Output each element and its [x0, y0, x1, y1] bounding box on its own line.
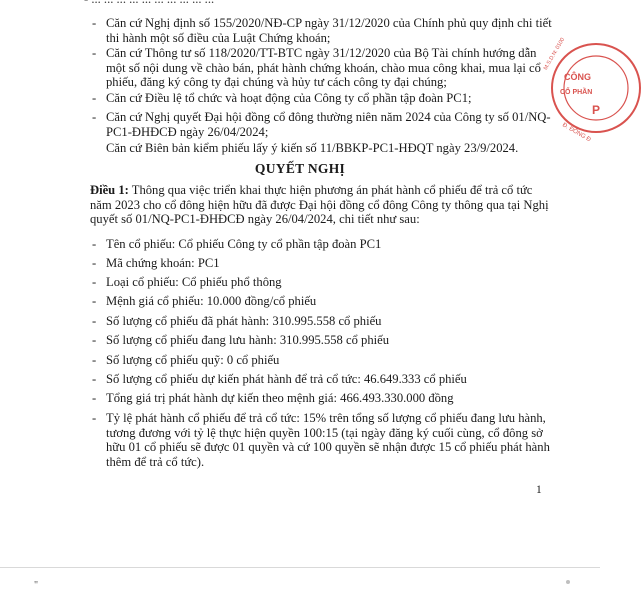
detail-share-type: Loại cổ phiếu: Cổ phiếu phổ thông — [106, 275, 282, 289]
bullet-dash: - — [92, 46, 97, 60]
detail-ticker: Mã chứng khoán: PC1 — [106, 256, 220, 270]
seal-text-mid: CỔ PHẦN — [560, 89, 593, 96]
company-seal-stamp — [542, 36, 644, 144]
article-1-label: Điều 1: — [90, 183, 129, 197]
detail-share-name: Tên cổ phiếu: Cổ phiếu Công ty cổ phần tập đoàn PC1 — [106, 237, 382, 251]
seal-text-top: CÔNG — [564, 72, 591, 82]
seal-text-letter: P — [592, 103, 601, 117]
bullet-dash: - — [92, 411, 97, 425]
bullet-dash: - — [92, 372, 97, 386]
bullet-dash: - — [92, 91, 97, 105]
bullet-dash: - — [92, 333, 97, 347]
bullet-dash: - — [92, 237, 97, 251]
bullet-dash: - — [92, 16, 97, 30]
preamble-charter: Căn cứ Điều lệ tổ chức và hoạt động của Công ty cổ phần tập đoàn PC1; — [106, 91, 472, 105]
preamble-decree-155: Căn cứ Nghị định số 155/2020/NĐ-CP ngày 31/12/2020 của Chính phủ quy định chi tiết thi hành một số điều của Luật Chứng khoán; — [106, 16, 552, 45]
article-1 — [90, 183, 552, 227]
bullet-dash: - — [92, 275, 97, 289]
bullet-dash: - — [92, 391, 97, 405]
detail-issued-shares: Số lượng cổ phiếu đã phát hành: 310.995.558 cổ phiếu — [106, 314, 382, 328]
bullet-dash: - — [92, 314, 97, 328]
preamble-circular-118: Căn cứ Thông tư số 118/2020/TT-BTC ngày 31/12/2020 của Bộ Tài chính hướng dẫn một số nội dung về chào bán, phát hành chứng khoán, chào mua công khai, mua lại cổ phiếu, đăng ký công ty đại chúng và hủy tư cách công ty đại chúng; — [106, 46, 541, 90]
bullet-dash: - — [92, 256, 97, 270]
detail-outstanding-shares: Số lượng cổ phiếu đang lưu hành: 310.995.558 cổ phiếu — [106, 333, 389, 347]
detail-par-value: Mệnh giá cổ phiếu: 10.000 đồng/cổ phiếu — [106, 294, 317, 308]
detail-issuance-ratio: Tỷ lệ phát hành cổ phiếu để trả cổ tức: 15% trên tổng số lượng cổ phiếu đang lưu hành, tương đương với tỷ lệ thực hiện quyền 100:15 (tại ngày đăng ký cuối cùng, cổ đông sở hữu 01 cổ phiếu sẽ được 01 quyền và cứ 100 quyền sẽ nhận được 15 cổ phiếu phát hành thêm để trả cổ tức). — [106, 411, 550, 469]
bullet-dash: - — [92, 110, 97, 124]
footer-mark: " — [34, 580, 39, 591]
footer-dot — [566, 580, 570, 584]
section-heading: QUYẾT NGHỊ — [254, 161, 346, 176]
article-1-text: Thông qua việc triển khai thực hiện phương án phát hành cổ phiếu để trả cổ tức năm 2023 cho cổ đông hiện hữu đã được Đại hội đồng cổ đông Công ty thông qua tại Nghị quyết số 01/NQ-PC1-ĐHĐCĐ ngày 26/04/2024, chi tiết như sau: — [90, 183, 549, 227]
bullet-dash: - — [92, 294, 97, 308]
seal-text-arc-left: M.S.D.N: 0100 — [542, 36, 567, 72]
detail-treasury-shares: Số lượng cổ phiếu quỹ: 0 cổ phiếu — [106, 353, 280, 367]
preamble-agm-resolution: Căn cứ Nghị quyết Đại hội đồng cổ đông thường niên năm 2024 của Công ty số 01/NQ-PC1-ĐHĐCĐ ngày 26/04/2024; — [106, 110, 551, 139]
preamble-vote-minutes: Căn cứ Biên bản kiểm phiếu lấy ý kiến số 11/BBKP-PC1-HĐQT ngày 23/9/2024. — [106, 141, 519, 155]
cut-off-line — [84, 0, 214, 7]
page-number: 1 — [536, 484, 542, 496]
detail-planned-issuance: Số lượng cổ phiếu dự kiến phát hành để trả cổ tức: 46.649.333 cổ phiếu — [106, 372, 467, 386]
seal-text-arc-bottom: Đ. ĐỐNG Đ — [561, 122, 592, 144]
bullet-dash: - — [92, 353, 97, 367]
page-bottom-divider — [0, 567, 600, 568]
detail-total-value: Tổng giá trị phát hành dự kiến theo mệnh giá: 466.493.330.000 đồng — [106, 391, 454, 405]
